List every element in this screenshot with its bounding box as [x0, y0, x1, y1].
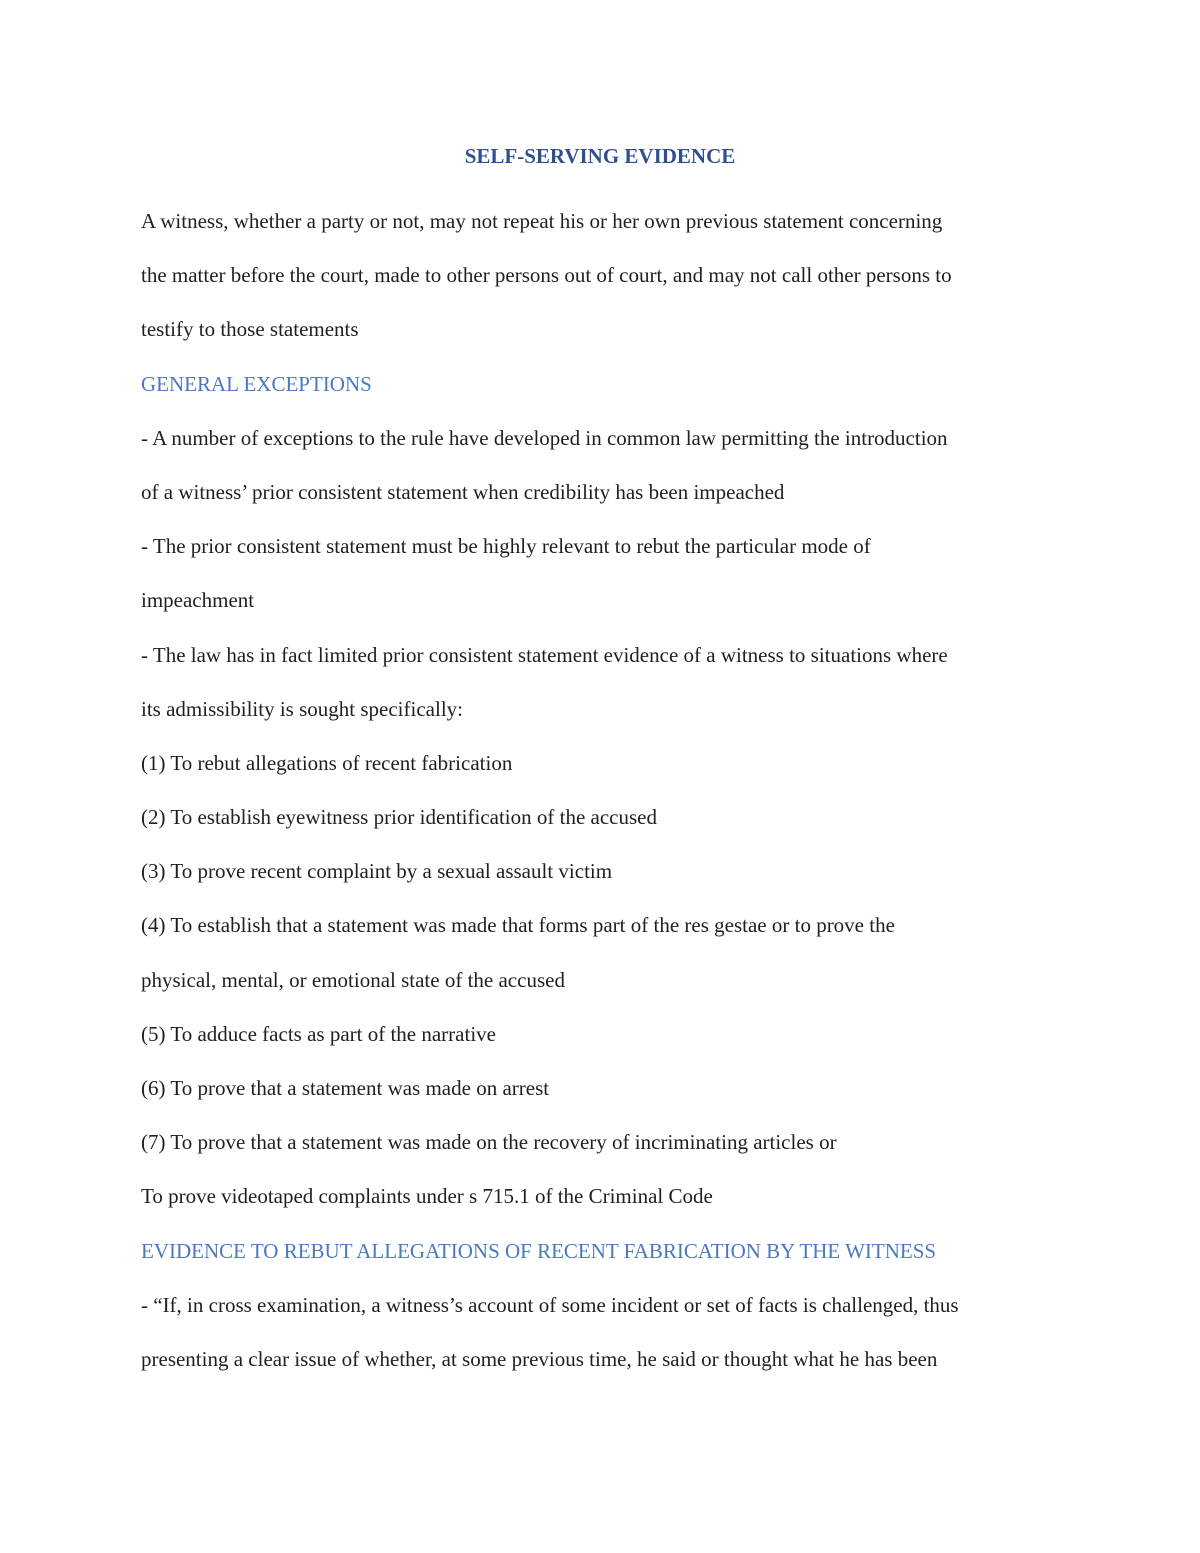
body-line: presenting a clear issue of whether, at some previous time, he said or thought what he has been — [141, 1346, 938, 1371]
list-item: (6) To prove that a statement was made on arrest — [141, 1076, 550, 1100]
list-item: (5) To adduce facts as part of the narrative — [141, 1021, 496, 1046]
list-item-continuation: physical, mental, or emotional state of the accused — [141, 967, 565, 992]
body-line: its admissibility is sought specifically: — [141, 696, 463, 721]
document-body — [141, 194, 1071, 1386]
body-line: - A number of exceptions to the rule have developed in common law permitting the introduction — [141, 425, 948, 450]
body-line: of a witness’ prior consistent statement when credibility has been impeached — [141, 479, 785, 504]
body-line: testify to those statements — [141, 317, 359, 342]
list-item: (2) To establish eyewitness prior identification of the accused — [141, 805, 657, 830]
document-title: SELF-SERVING EVIDENCE — [464, 144, 736, 168]
body-line: the matter before the court, made to other persons out of court, and may not call other persons to — [141, 263, 952, 288]
body-line: To prove videotaped complaints under s 715.1 of the Criminal Code — [141, 1184, 713, 1209]
list-item: (3) To prove recent complaint by a sexual assault victim — [141, 859, 613, 884]
list-item: (7) To prove that a statement was made on the recovery of incriminating articles or — [141, 1130, 837, 1155]
body-line: - “If, in cross examination, a witness’s account of some incident or set of facts is challenged, thus — [141, 1292, 959, 1317]
section-heading-recent-fabrication: EVIDENCE TO REBUT ALLEGATIONS OF RECENT FABRICATION BY THE WITNESS — [141, 1238, 937, 1263]
list-item: (4) To establish that a statement was made that forms part of the res gestae or to prove the — [141, 913, 895, 938]
body-line: A witness, whether a party or not, may not repeat his or her own previous statement concerning — [141, 209, 943, 233]
section-heading-general-exceptions: GENERAL EXCEPTIONS — [141, 371, 372, 396]
list-item: (1) To rebut allegations of recent fabrication — [141, 750, 513, 775]
body-line: - The law has in fact limited prior consistent statement evidence of a witness to situations where — [141, 642, 948, 667]
body-line: - The prior consistent statement must be highly relevant to rebut the particular mode of — [141, 534, 871, 559]
body-line: impeachment — [141, 588, 255, 613]
